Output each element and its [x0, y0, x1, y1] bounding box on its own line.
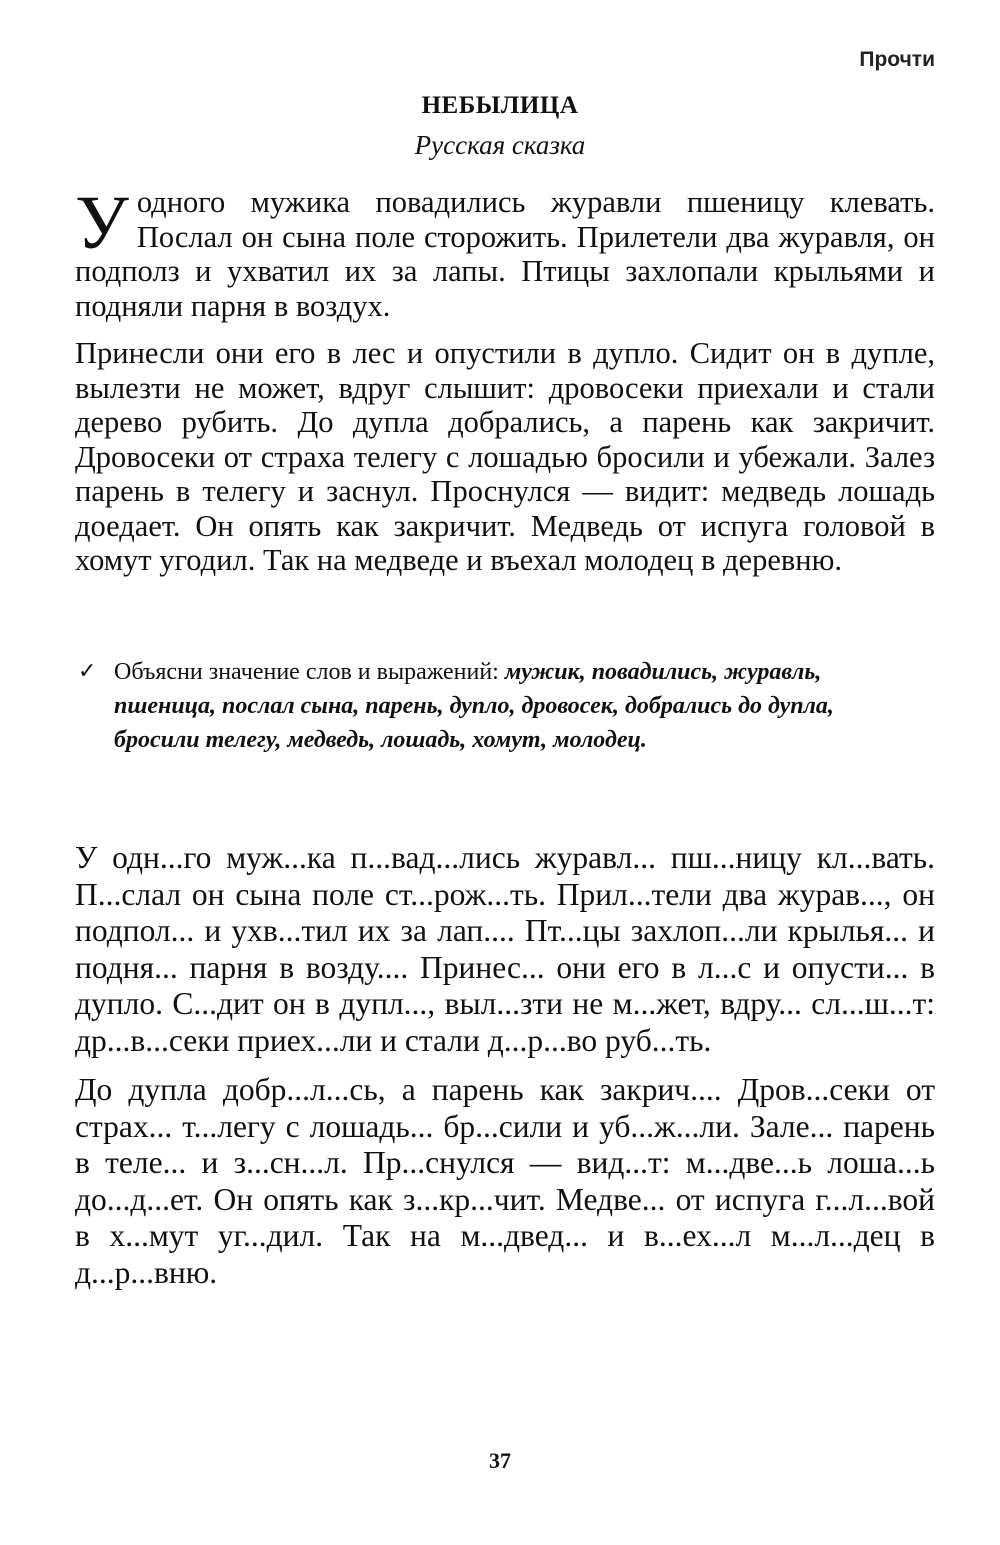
story-text	[75, 181, 935, 591]
exercise-paragraph: До дупла добр...л...сь, а парень как закрич.... Дров...секи от страх... т...легу с лошадь... бр...сили и уб...ж...ли. Зале... парень в теле... и з...сн...л. Пр...снулся — вид...т: м...две...ь лоша...ь до...д...ет. Он опять как з...кр...чит. Медве... от испуга г...л...вой в х...мут уг...дил. Так на м...двед... и в...ех...л м...л...дец в д...р...вню.	[75, 1072, 935, 1290]
task-word-list: мужик, повадились, журавль, пшеница, послал сына, парень, дупло, дровосек, добрались до дупла, бросили телегу, медведь, лошадь, хомут, молодец.	[114, 659, 834, 753]
story-paragraph-text: одного мужика повадились журавли пшеницу клевать. Послал он сына поле сторожить. Прилетели два журавля, он подполз и ухватил их за лапы. Птицы захлопали крыльями и подняли парня в воздух.	[75, 185, 935, 323]
exercise-text	[75, 840, 935, 1304]
task-text	[114, 655, 908, 757]
exercise-paragraph: У одн...го муж...ка п...вад...лись журавл... пш...ницу кл...вать. П...слал он сына поле ст...рож...ть. Прил...тели два журав..., он подпол... и ухв...тил их за лап.... Пт...цы захлоп...ли крылья... и подня... парня в возду.... Принес... они его в л...с и опусти... в дупло. С...дит он в дупл..., выл...зти не м...жет, вдру... сл...ш...т: др...в...секи приех...ли и стали д...р...во руб...ть.	[75, 840, 935, 1058]
task-prompt: Объясни значение слов и выражений:	[114, 659, 505, 685]
task-block	[78, 655, 908, 757]
section-label: Прочти	[859, 48, 935, 71]
story-title: НЕБЫЛИЦА	[421, 92, 579, 119]
drop-cap: У	[75, 181, 129, 265]
story-paragraph: Принесли они его в лес и опустили в дупло. Сидит он в дупле, вылезти не может, вдруг слышит: дровосеки приехали и стали дерево рубить. До дупла добрались, а парень как закричит. Дровосеки от страха телегу с лошадью бросили и убежали. Залез парень в телегу и заснул. Проснулся — видит: медведь лошадь доедает. Он опять как закричит. Медведь от испуга головой в хомут угодил. Так на медведе и въехал молодец в деревню.	[75, 336, 935, 577]
story-subtitle: Русская сказка	[414, 130, 586, 160]
page-number: 37	[489, 1448, 511, 1473]
checkmark-icon: ✓	[78, 659, 97, 684]
story-paragraph	[75, 181, 935, 323]
